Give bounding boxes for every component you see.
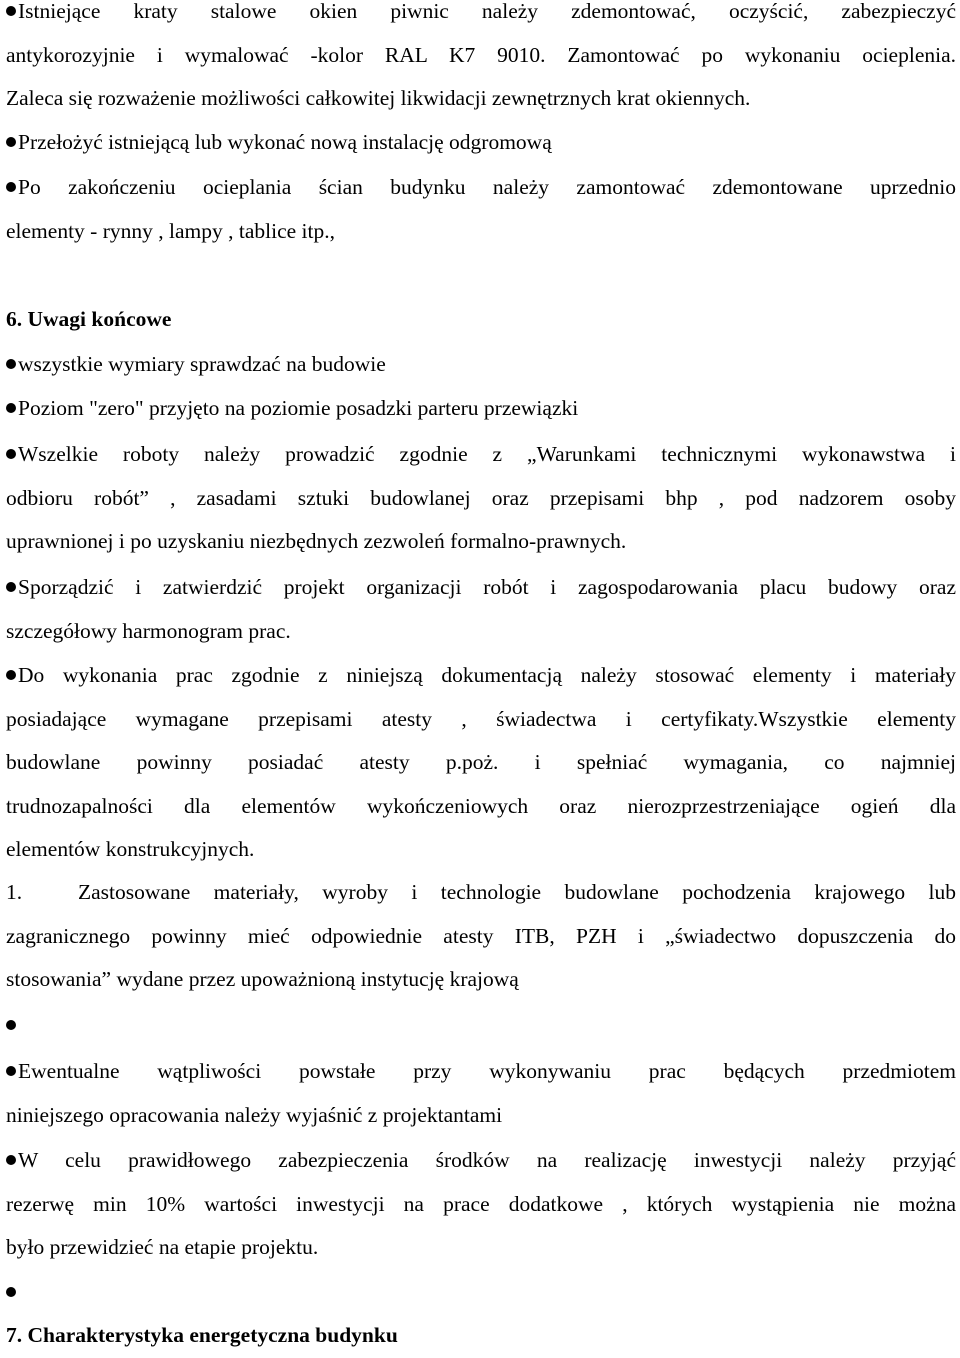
bullet-lightning-protection bbox=[6, 121, 956, 165]
paragraph-line: Ewentualne wątpliwości powstałe przy wykonywaniu prac będących przedmiotem bbox=[18, 1059, 956, 1083]
bullet-organization-project bbox=[6, 566, 956, 653]
bullet-reinstall-elements bbox=[6, 166, 956, 253]
paragraph-line: stosowania” wydane przez upoważnioną instytucję krajową bbox=[6, 967, 519, 992]
paragraph-line: było przewidzieć na etapie projektu. bbox=[6, 1235, 319, 1260]
paragraph-line: Zastosowane materiały, wyroby i technologie budowlane pochodzenia krajowego lub bbox=[78, 880, 956, 904]
bullet-icon bbox=[6, 359, 16, 369]
paragraph-line: Do wykonania prac zgodnie z niniejszą dokumentacją należy stosować elementy i materiały bbox=[18, 663, 956, 687]
paragraph-line: Wszelkie roboty należy prowadzić zgodnie z „Warunkami technicznymi wykonawstwa i bbox=[18, 442, 956, 466]
paragraph-line: odbioru robót” , zasadami sztuki budowlanej oraz przepisami bhp , pod nadzorem osoby bbox=[6, 485, 956, 510]
bullet-doubts bbox=[6, 1050, 956, 1137]
bullet-materials-certificates bbox=[6, 654, 956, 872]
paragraph-line: zagranicznego powinny mieć odpowiednie atesty ITB, PZH i „świadectwo dopuszczenia do bbox=[6, 923, 956, 948]
paragraph-line: niniejszego opracowania należy wyjaśnić z projektantami bbox=[6, 1102, 503, 1127]
bullet-icon bbox=[6, 6, 16, 16]
bullet-icon bbox=[6, 137, 16, 147]
paragraph-line: Przełożyć istniejącą lub wykonać nową instalację odgromową bbox=[18, 130, 552, 154]
bullet-zero-level bbox=[6, 387, 956, 431]
paragraph-line: rezerwę min 10% wartości inwestycji na prace dodatkowe , których wystąpienia nie można bbox=[6, 1191, 956, 1216]
list-number: 1. bbox=[6, 880, 23, 904]
bullet-icon bbox=[6, 582, 16, 592]
section-heading-final-remarks bbox=[6, 298, 956, 342]
bullet-works-conditions bbox=[6, 433, 956, 564]
paragraph-line: uprawnionej i po uzyskaniu niezbędnych zezwoleń formalno-prawnych. bbox=[6, 529, 627, 554]
bullet-icon bbox=[6, 182, 16, 192]
paragraph-line: budowlane powinny posiadać atesty p.poż. i spełniać wymagania, co najmniej bbox=[6, 750, 956, 775]
bullet-icon bbox=[6, 1155, 16, 1165]
heading-text: 7. Charakterystyka energetyczna budynku bbox=[6, 1323, 398, 1347]
section-heading-energy bbox=[6, 1314, 956, 1358]
empty-bullet bbox=[6, 1004, 956, 1048]
paragraph-line: Zaleca się rozważenie możliwości całkowitej likwidacji zewnętrznych krat okiennych. bbox=[6, 86, 751, 111]
bullet-icon bbox=[6, 670, 16, 680]
paragraph-line: wszystkie wymiary sprawdzać na budowie bbox=[18, 352, 386, 376]
bullet-icon bbox=[6, 1020, 16, 1030]
paragraph-line: Poziom "zero" przyjęto na poziomie posadzki parteru przewiązki bbox=[18, 396, 579, 420]
paragraph-line: antykorozyjnie i wymalować -kolor RAL K7 9010. Zamontować po wykonaniu ocieplenia. bbox=[6, 42, 956, 67]
paragraph-line: elementy - rynny , lampy , tablice itp., bbox=[6, 218, 335, 243]
bullet-window-bars bbox=[6, 0, 956, 121]
bullet-icon bbox=[6, 449, 16, 459]
paragraph-line: Istniejące kraty stalowe okien piwnic należy zdemontować, oczyścić, zabezpieczyć bbox=[18, 0, 956, 23]
paragraph-line: Sporządzić i zatwierdzić projekt organizacji robót i zagospodarowania placu budowy oraz bbox=[18, 575, 956, 599]
bullet-icon bbox=[6, 1287, 16, 1297]
bullet-icon bbox=[6, 1066, 16, 1076]
paragraph-line: elementów konstrukcyjnych. bbox=[6, 837, 255, 862]
paragraph-line: posiadające wymagane przepisami atesty , świadectwa i certyfikaty.Wszystkie elementy bbox=[6, 706, 956, 731]
paragraph-line: szczegółowy harmonogram prac. bbox=[6, 618, 291, 643]
heading-text: 6. Uwagi końcowe bbox=[6, 307, 172, 331]
bullet-reserve bbox=[6, 1139, 956, 1270]
paragraph-line: Po zakończeniu ocieplania ścian budynku należy zamontować zdemontowane uprzednio bbox=[18, 175, 956, 199]
numbered-item-materials-origin bbox=[6, 871, 956, 1002]
empty-bullet bbox=[6, 1271, 956, 1315]
paragraph-line: trudnozapalności dla elementów wykończeniowych oraz nierozprzestrzeniające ogień dla bbox=[6, 793, 956, 818]
bullet-icon bbox=[6, 403, 16, 413]
bullet-dimensions bbox=[6, 343, 956, 387]
paragraph-line: W celu prawidłowego zabezpieczenia środków na realizację inwestycji należy przyjąć bbox=[18, 1148, 956, 1172]
